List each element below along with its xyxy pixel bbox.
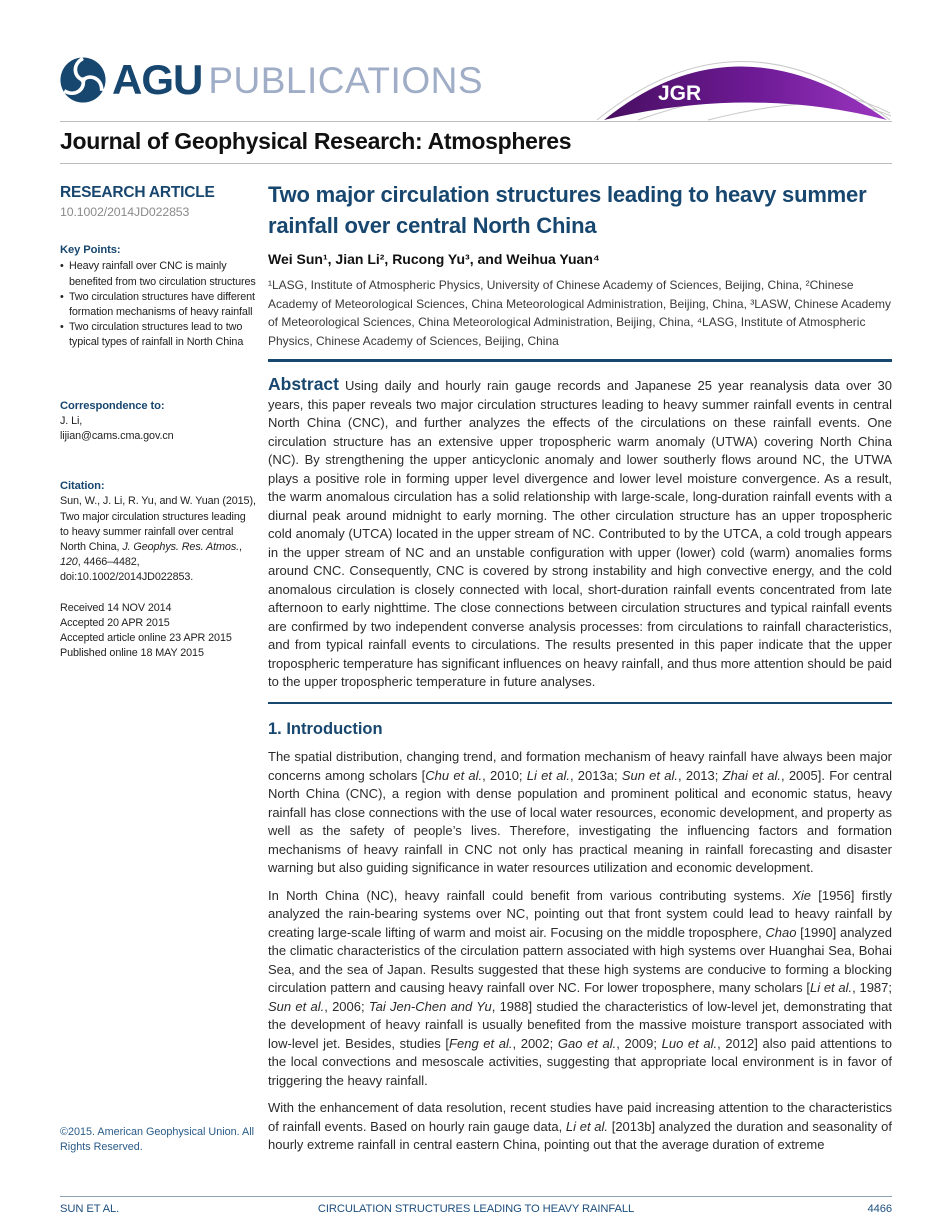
article-info-sidebar — [60, 183, 256, 661]
header-rule-top — [60, 121, 892, 122]
date-published-online: Published online 18 MAY 2015 — [60, 647, 204, 660]
abstract-heading: Abstract — [268, 374, 339, 394]
footer-page-number: 4466 — [867, 1203, 892, 1215]
agu-logo-icon — [60, 57, 106, 103]
jgr-badge-label: JGR — [658, 82, 702, 105]
correspondence-name: J. Li, — [60, 414, 83, 427]
key-point-item: • Two circulation structures lead to two typical types of rainfall in North China — [60, 320, 256, 350]
intro-paragraph-3: With the enhancement of data resolution, recent studies have paid increasing attention to the characteristics of rainfall events. Based on hourly rain gauge data, Li et al. [2013b] analyzed the duration and seasonality of hourly extreme rainfall in central eastern China, pointing out that the average duration of extreme — [268, 1100, 892, 1152]
copyright-notice: ©2015. American Geophysical Union. All Rights Reserved. — [60, 1126, 255, 1153]
intro-paragraph-1: The spatial distribution, changing trend, and formation mechanism of heavy rainfall have always been major concerns among scholars [Chu et al., 2010; Li et al., 2013a; Sun et al., 2013; Zhai et al., 2005]. For central North China (CNC), a region with dense population and prominent political and economic status, heavy rainfall has close connections with the use of local water resources, economic development, and property as well as the safety of people’s lives. Therefore, investigating the influencing factors and formation mechanisms of heavy rainfall in CNC not only has practical meaning in rainfall forecasting and disaster warning but also guiding significance in water resources utilization and economic development. — [268, 749, 892, 875]
key-point-item: • Two circulation structures have different formation mechanisms of heavy rainfall — [60, 290, 256, 320]
publisher-logo — [60, 57, 483, 103]
footer-running-title: CIRCULATION STRUCTURES LEADING TO HEAVY RAINFALL — [317, 1203, 635, 1215]
abstract-divider-bottom — [268, 702, 892, 705]
agu-logo-text: AGU — [112, 56, 203, 103]
header-rule-bottom — [60, 163, 892, 164]
key-points-list — [60, 259, 256, 350]
key-points-heading: Key Points: — [60, 244, 121, 257]
article-history — [60, 601, 256, 662]
section-heading-introduction: 1. Introduction — [268, 720, 383, 738]
correspondence-email: lijian@cams.cma.gov.cn — [60, 430, 174, 443]
citation-text: Sun, W., J. Li, R. Yu, and W. Yuan (2015), Two major circulation structures leading to heavy summer rainfall over central North China, J. Geophys. Res. Atmos., 120, 4466–4482, doi:10.1002/2014JD022853. — [60, 495, 256, 584]
publications-logo-text: PUBLICATIONS — [208, 59, 483, 101]
footer-authors: SUN ET AL. — [60, 1203, 120, 1215]
article-type-label: RESEARCH ARTICLE — [60, 184, 215, 201]
intro-paragraph-2: In North China (NC), heavy rainfall could benefit from various contributing systems. Xie [1956] firstly analyzed the rain-bearing systems over NC, pointing out that front system could lead to heavy rainfall by creating large-scale lifting of warm and moist air. Focusing on the middle troposphere, Chao [1990] analyzed the climatic characteristics of the circulation pattern associated with high systems over Huanghai Sea, Bohai Sea, and the sea of Japan. Results suggested that these high systems are conducive to forming a blocking circulation pattern and causing heavy rainfall over NC. For lower troposphere, many scholars [Li et al., 1987; Sun et al., 2006; Tai Jen-Chen and Yu, 1988] studied the characteristics of low-level jet, demonstrating that the development of heavy rainfall is usually benefited from the massive moisture transport associated with low-level jet. Besides, studies [Feng et al., 2002; Gao et al., 2009; Luo et al., 2012] also paid attentions to the local convections and mesoscale activities, suggesting that appropriate local environment is in favor of triggering the heavy rainfall. — [268, 887, 893, 1088]
doi-label: 10.1002/2014JD022853 — [60, 205, 190, 219]
footer — [60, 1203, 892, 1215]
article-affiliations: ¹LASG, Institute of Atmospheric Physics, University of Chinese Academy of Sciences, Beijing, China, ²Chinese Academy of Meteorological Sciences, China Meteorological Administration, Beijing, China, ³LASW, Chinese Academy of Meteorological Sciences, China Meteorological Administration, Beijing, China, ⁴LASG, Institute of Atmospheric Physics, Chinese Academy of Sciences, Beijing, China — [268, 278, 891, 348]
article-title: Two major circulation structures leading to heavy summer rainfall over central North China — [268, 182, 867, 238]
citation-block — [60, 479, 256, 585]
jgr-badge — [596, 55, 892, 121]
correspondence-block — [60, 399, 256, 445]
abstract-text: Using daily and hourly rain gauge records and Japanese 25 year reanalysis data over 30 years, this paper reveals two major circulation structures leading to heavy summer rainfall events in central North China (CNC), and further analyzes the effects of the circulations on these rainfall events. One circulation structure has an extensive upper tropospheric warm anomaly (UTWA) covering North China (NC). By strengthening the upper anticyclonic anomaly and lower southerly flows around NC, the UTWA plays a positive role in forming upper level divergence and lower level moisture convergence. As a result, the warm anomalous circulation has a solid relationship with large-scale, long-duration rainfall events with a diurnal peak around midnight to early morning. The other circulation structure has an upper tropospheric cold anomaly (UTCA) located in the upper stream of NC. Contributed to by the UTCA, a cold trough appears in the upper stream of NC and an unstable configuration with upper (lower) cold (warm) anomalies forms around CNC. Consequently, CNC is covered by strong instability and high convective energy, and the cold anomalous circulation is closely connected with local, short-duration rainfall events concentrated from late afternoon to early nighttime. The close connections between circulation structures and typical rainfall events are confirmed by two independent converse analysis processes: from circulations to rainfall characteristics, and from typical rainfall events to circulations. The results presented in this paper indicate that the upper tropospheric temperature has significant influences on heavy rainfall, and thus more attention should be paid to the upper tropospheric temperature in future analyses. — [268, 378, 892, 689]
date-received: Received 14 NOV 2014 — [60, 601, 172, 614]
article-authors: Wei Sun¹, Jian Li², Rucong Yu³, and Weihua Yuan⁴ — [268, 251, 600, 267]
abstract-section — [268, 375, 892, 692]
date-accepted-online: Accepted article online 23 APR 2015 — [60, 632, 232, 645]
journal-title: Journal of Geophysical Research: Atmospheres — [60, 128, 572, 154]
article-main-column — [268, 179, 892, 1155]
abstract-divider-top — [268, 359, 892, 362]
date-accepted: Accepted 20 APR 2015 — [60, 616, 170, 629]
correspondence-heading: Correspondence to: — [60, 399, 165, 412]
citation-heading: Citation: — [60, 480, 105, 493]
footer-rule — [60, 1196, 892, 1197]
key-point-item: • Heavy rainfall over CNC is mainly benefited from two circulation structures — [60, 259, 256, 289]
